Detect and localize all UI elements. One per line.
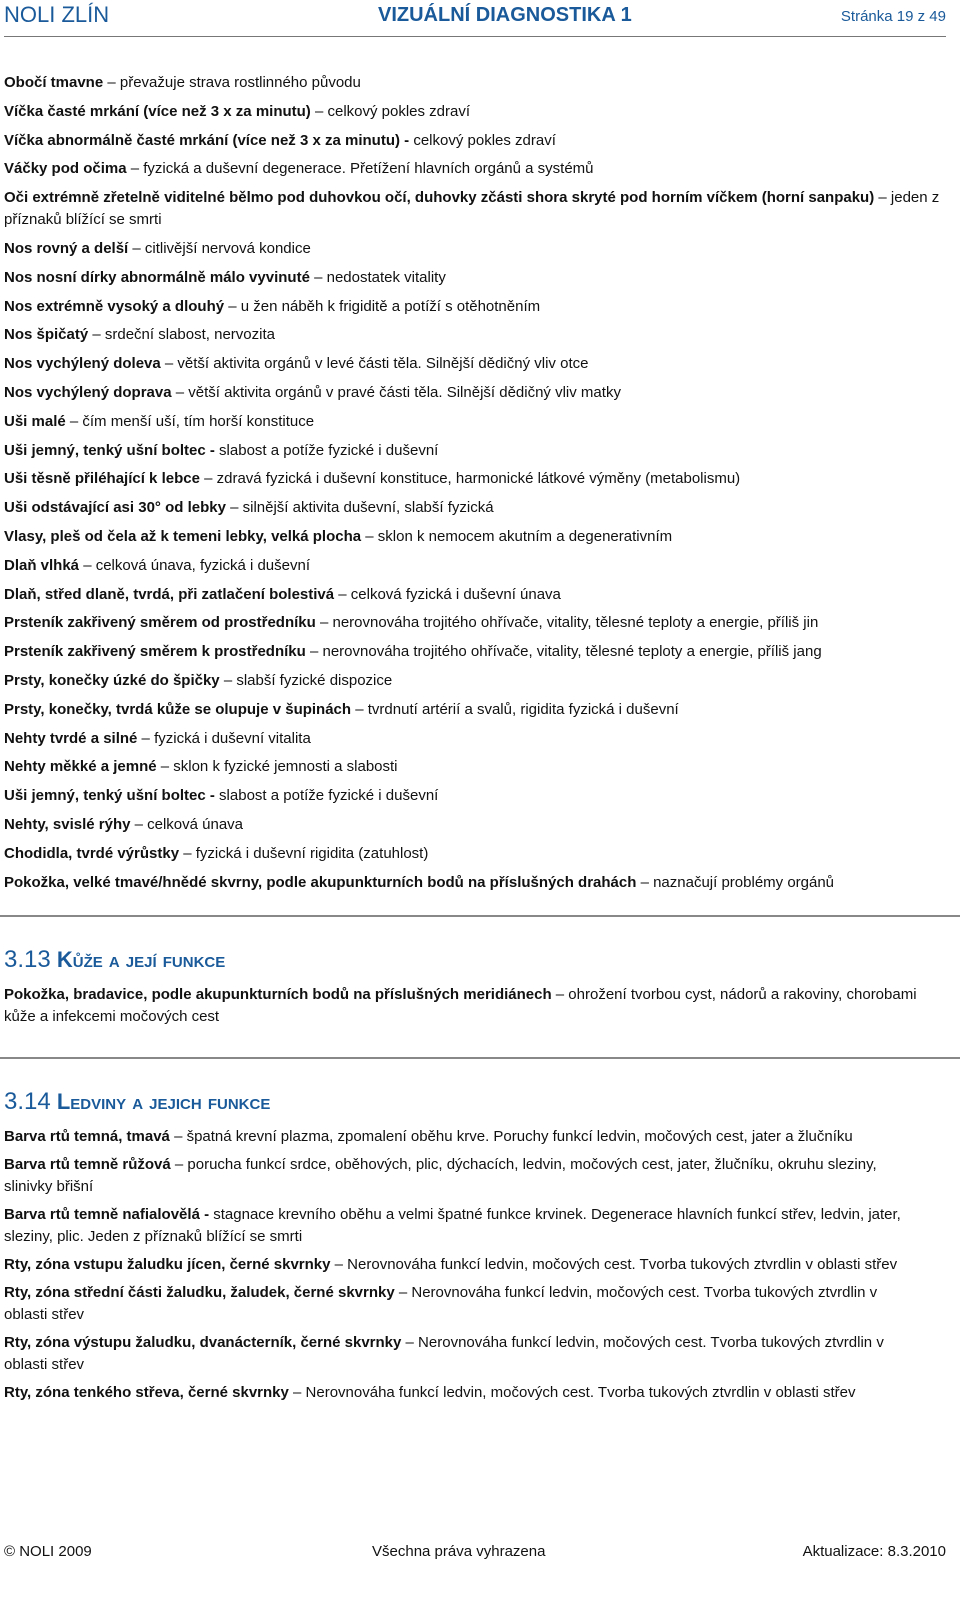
section-title: Kůže a její funkce xyxy=(56,947,226,972)
list-item xyxy=(4,468,940,490)
list-item xyxy=(4,187,940,231)
list-item xyxy=(4,984,924,1028)
list-item xyxy=(4,296,940,318)
item-term: Dlaň vlhká xyxy=(4,556,80,574)
item-term: Rty, zóna tenkého střeva, černé skvrnky xyxy=(4,1384,289,1401)
item-description: – celková fyzická i duševní únava xyxy=(334,585,561,603)
list-item xyxy=(4,555,940,577)
item-description: – fyzická a duševní degenerace. Přetížení hlavních orgánů a systémů xyxy=(126,160,594,178)
section-heading-3-14 xyxy=(4,1088,270,1116)
item-term: Nos extrémně vysoký a dlouhý xyxy=(4,297,225,315)
item-term: Nehty měkké a jemné xyxy=(4,758,157,776)
list-item xyxy=(4,699,940,721)
list-item xyxy=(4,1254,924,1276)
item-term: Uši těsně přiléhající k lebce xyxy=(4,470,200,488)
item-term: Oči extrémně zřetelně viditelné bělmo pod duhovkou očí, duhovky zčásti shora skryté pod horním víčkem (horní sanpaku) xyxy=(4,189,875,207)
item-term: Nehty, svislé rýhy xyxy=(4,815,131,833)
item-description: – nerovnováha trojitého ohřívače, vitality, tělesné teploty a energie, příliš jin xyxy=(315,614,819,632)
item-description: – sklon k fyzické jemnosti a slabosti xyxy=(156,758,398,776)
footer-updated: Aktualizace: 8.3.2010 xyxy=(802,1543,946,1560)
item-term: Barva rtů temně růžová xyxy=(4,1156,171,1173)
item-term: Obočí tmavne xyxy=(4,74,104,91)
item-term: Nehty tvrdé a silné xyxy=(4,729,138,747)
item-description: slabost a potíže fyzické i duševní xyxy=(214,787,439,805)
section-3-14-body xyxy=(4,1126,924,1410)
item-term: Rty, zóna vstupu žaludku jícen, černé skvrnky xyxy=(4,1256,331,1273)
list-item xyxy=(4,1126,924,1148)
item-description: – nerovnováha trojitého ohřívače, vitality, tělesné teploty a energie, příliš jang xyxy=(305,643,822,661)
item-term: Vlasy, pleš od čela až k temeni lebky, velká plocha xyxy=(4,527,362,545)
item-term: Nos nosní dírky abnormálně málo vyvinuté xyxy=(4,268,310,286)
item-description: – čím menší uší, tím horší konstituce xyxy=(65,412,315,430)
item-term: Pokožka, bradavice, podle akupunkturních bodů na příslušných meridiánech xyxy=(4,986,552,1003)
item-term: Prsteník zakřivený směrem k prostředníku xyxy=(4,643,306,661)
item-description: – celkový pokles zdraví xyxy=(310,102,471,120)
item-description: – tvrdnutí artérií a svalů, rigidita fyzická i duševní xyxy=(351,700,679,718)
item-description: – slabší fyzické dispozice xyxy=(219,671,393,689)
item-description: – fyzická i duševní rigidita (zatuhlost) xyxy=(179,844,429,862)
list-item xyxy=(4,158,940,180)
list-item xyxy=(4,497,940,519)
item-description: – fyzická i duševní vitalita xyxy=(137,729,311,747)
item-term: Uši odstávající asi 30° od lebky xyxy=(4,499,226,517)
item-term: Váčky pod očima xyxy=(4,160,127,178)
item-term: Uši malé xyxy=(4,412,66,430)
page-footer xyxy=(4,1543,946,1569)
item-description: – Nerovnováha funkcí ledvin, močových cest. Tvorba tukových ztvrdlin v oblasti střev xyxy=(4,1334,884,1373)
list-item xyxy=(4,584,940,606)
item-term: Rty, zóna výstupu žaludku, dvanácterník, černé skvrnky xyxy=(4,1334,402,1351)
list-item xyxy=(4,612,940,634)
footer-copyright: © NOLI 2009 xyxy=(4,1543,92,1560)
list-item xyxy=(4,814,940,836)
list-item xyxy=(4,130,940,152)
item-term: Nos vychýlený doprava xyxy=(4,383,172,401)
item-description: – Nerovnováha funkcí ledvin, močových cest. Tvorba tukových ztvrdlin v oblasti střev xyxy=(330,1256,898,1273)
item-description: – celková únava, fyzická i duševní xyxy=(79,556,310,574)
item-description: – silnější aktivita duševní, slabší fyzická xyxy=(225,499,494,517)
page-number: Stránka 19 z 49 xyxy=(840,8,946,25)
list-item xyxy=(4,267,940,289)
item-description: – špatná krevní plazma, zpomalení oběhu krve. Poruchy funkcí ledvin, močových cest, jater a žlučníku xyxy=(169,1128,853,1145)
item-description: – Nerovnováha funkcí ledvin, močových cest. Tvorba tukových ztvrdlin v oblasti střev xyxy=(288,1384,856,1401)
item-term: Víčka abnormálně časté mrkání (více než 3 x za minutu) - xyxy=(4,131,410,149)
item-description: slabost a potíže fyzické i duševní xyxy=(214,441,439,459)
list-item xyxy=(4,1382,924,1404)
list-item xyxy=(4,1282,924,1326)
item-term: Víčka časté mrkání (více než 3 x za minutu) xyxy=(4,102,311,120)
item-description: – jeden z příznaků blížící se smrti xyxy=(4,189,940,229)
section-number: 3.14 xyxy=(4,1088,51,1115)
item-term: Uši jemný, tenký ušní boltec - xyxy=(4,787,215,805)
list-item xyxy=(4,1204,924,1248)
list-item xyxy=(4,526,940,548)
item-description: – větší aktivita orgánů v pravé části těla. Silnější dědičný vliv matky xyxy=(171,383,621,401)
list-item xyxy=(4,1332,924,1376)
list-item xyxy=(4,101,940,123)
item-term: Prsty, konečky úzké do špičky xyxy=(4,671,220,689)
item-term: Rty, zóna střední části žaludku, žaludek, černé skvrnky xyxy=(4,1284,395,1301)
item-term: Chodidla, tvrdé výrůstky xyxy=(4,844,180,862)
footer-rights: Všechna práva vyhrazena xyxy=(372,1543,546,1560)
header-title: VIZUÁLNÍ DIAGNOSTIKA 1 xyxy=(378,4,632,26)
list-item xyxy=(4,641,940,663)
list-item xyxy=(4,785,940,807)
item-description: – Nerovnováha funkcí ledvin, močových cest. Tvorba tukových ztvrdlin v oblasti střev xyxy=(4,1284,878,1323)
item-description: – celková únava xyxy=(130,815,244,833)
item-description: – u žen náběh k frigiditě a potíží s otěhotněním xyxy=(224,297,541,315)
list-item xyxy=(4,353,940,375)
item-term: Barva rtů temná, tmavá xyxy=(4,1128,170,1145)
section-3-13-body xyxy=(4,984,924,1034)
item-description: – větší aktivita orgánů v levé části těla. Silnější dědičný vliv otce xyxy=(160,355,589,373)
item-description: – srdeční slabost, nervozita xyxy=(88,326,275,344)
header-org: NOLI ZLÍN xyxy=(4,2,110,27)
list-item xyxy=(4,382,940,404)
main-list xyxy=(4,72,940,900)
list-item xyxy=(4,670,940,692)
list-item xyxy=(4,72,940,94)
item-term: Pokožka, velké tmavé/hnědé skvrny, podle akupunkturních bodů na příslušných drahách xyxy=(4,873,637,891)
page-header xyxy=(4,0,946,37)
item-term: Nos rovný a delší xyxy=(4,239,129,257)
section-divider xyxy=(0,915,960,917)
item-description: – porucha funkcí srdce, oběhových, plic, dýchacích, ledvin, močových cest, jater, žlučníku, okruhu sleziny, slinivky břišní xyxy=(4,1156,877,1195)
list-item xyxy=(4,440,940,462)
item-term: Nos špičatý xyxy=(4,326,89,344)
list-item xyxy=(4,238,940,260)
section-divider xyxy=(0,1057,960,1059)
list-item xyxy=(4,411,940,433)
item-term: Prsteník zakřivený směrem od prostředníku xyxy=(4,614,316,632)
item-description: – citlivější nervová kondice xyxy=(128,239,311,257)
list-item xyxy=(4,324,940,346)
item-description: – převažuje strava rostlinného původu xyxy=(103,74,361,91)
item-description: – ohrožení tvorbou cyst, nádorů a rakoviny, chorobami kůže a infekcemi močových cest xyxy=(4,986,917,1025)
list-item xyxy=(4,728,940,750)
item-term: Nos vychýlený doleva xyxy=(4,355,161,373)
section-number: 3.13 xyxy=(4,946,51,973)
item-term: Barva rtů temně nafialovělá - xyxy=(4,1206,210,1223)
item-description: – sklon k nemocem akutním a degenerativním xyxy=(361,527,673,545)
item-description: – zdravá fyzická i duševní konstituce, harmonické látkové výměny (metabolismu) xyxy=(199,470,741,488)
list-item xyxy=(4,872,940,894)
item-term: Uši jemný, tenký ušní boltec - xyxy=(4,441,215,459)
item-term: Prsty, konečky, tvrdá kůže se olupuje v šupinách xyxy=(4,700,352,718)
item-description: – nedostatek vitality xyxy=(309,268,446,286)
item-description: stagnace krevního oběhu a velmi špatné funkce krvinek. Degenerace hlavních funkcí střev, ledvin, jater, sleziny, plic. Jeden z příznaků blížící se smrti xyxy=(4,1206,901,1245)
list-item xyxy=(4,756,940,778)
item-term: Dlaň, střed dlaně, tvrdá, při zatlačení bolestivá xyxy=(4,585,335,603)
item-description: celkový pokles zdraví xyxy=(409,131,556,149)
item-description: – naznačují problémy orgánů xyxy=(636,873,835,891)
section-heading-3-13 xyxy=(4,946,225,974)
section-title: Ledviny a jejich funkce xyxy=(56,1089,271,1114)
list-item xyxy=(4,1154,924,1198)
list-item xyxy=(4,843,940,865)
